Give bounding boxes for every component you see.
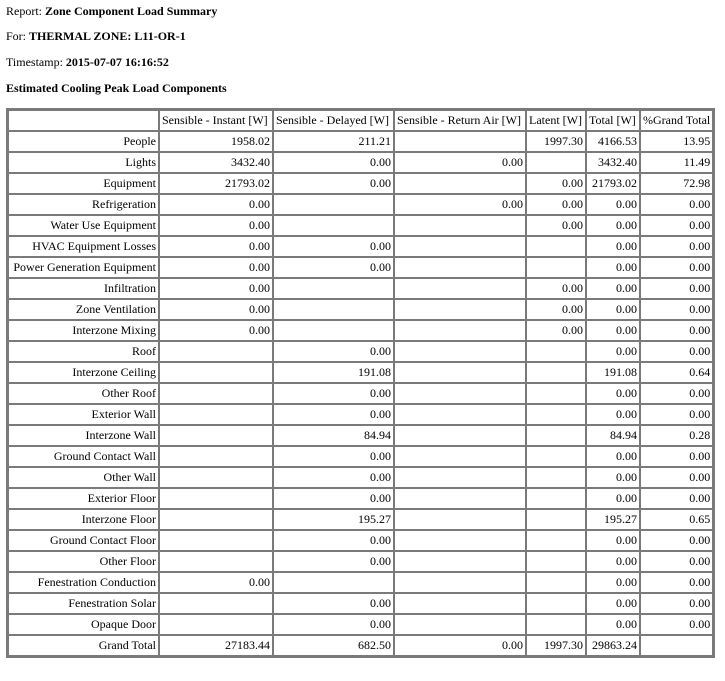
sensible-delayed-cell xyxy=(273,215,394,236)
table-header xyxy=(8,110,713,131)
latent-cell xyxy=(526,551,586,572)
sensible-delayed-cell xyxy=(273,572,394,593)
percent-grand-total-cell: 0.00 xyxy=(640,194,713,215)
percent-grand-total-cell: 0.00 xyxy=(640,446,713,467)
table-row xyxy=(8,593,713,614)
table-row xyxy=(8,131,713,152)
latent-cell xyxy=(526,236,586,257)
sensible-delayed-cell: 84.94 xyxy=(273,425,394,446)
table-row xyxy=(8,152,713,173)
total-cell: 3432.40 xyxy=(586,152,640,173)
sensible-instant-cell xyxy=(159,404,273,425)
row-label: Infiltration xyxy=(8,278,159,299)
table-row xyxy=(8,404,713,425)
sensible-delayed-cell xyxy=(273,320,394,341)
table-row xyxy=(8,467,713,488)
row-label: Opaque Door xyxy=(8,614,159,635)
table-row xyxy=(8,551,713,572)
sensible-instant-cell: 0.00 xyxy=(159,257,273,278)
sensible-instant-cell xyxy=(159,551,273,572)
row-label: Fenestration Solar xyxy=(8,593,159,614)
table-row xyxy=(8,530,713,551)
percent-grand-total-cell: 0.00 xyxy=(640,467,713,488)
total-cell: 0.00 xyxy=(586,299,640,320)
sensible-instant-cell xyxy=(159,614,273,635)
sensible-delayed-cell xyxy=(273,278,394,299)
sensible-instant-cell xyxy=(159,446,273,467)
sensible-instant-cell: 0.00 xyxy=(159,236,273,257)
sensible-delayed-cell: 191.08 xyxy=(273,362,394,383)
row-label: Other Roof xyxy=(8,383,159,404)
percent-grand-total-cell: 0.00 xyxy=(640,236,713,257)
total-cell: 84.94 xyxy=(586,425,640,446)
percent-grand-total-cell: 13.95 xyxy=(640,131,713,152)
sensible-return-air-header: Sensible - Return Air [W] xyxy=(394,110,526,131)
sensible-delayed-cell: 0.00 xyxy=(273,404,394,425)
percent-grand-total-cell: 0.00 xyxy=(640,341,713,362)
total-cell: 0.00 xyxy=(586,593,640,614)
percent-grand-total-cell xyxy=(640,635,713,656)
sensible-return-air-cell xyxy=(394,404,526,425)
row-label: Roof xyxy=(8,341,159,362)
sensible-delayed-cell: 0.00 xyxy=(273,614,394,635)
row-label: Ground Contact Wall xyxy=(8,446,159,467)
total-cell: 0.00 xyxy=(586,404,640,425)
total-cell: 0.00 xyxy=(586,236,640,257)
total-cell: 0.00 xyxy=(586,320,640,341)
total-header: Total [W] xyxy=(586,110,640,131)
table-row xyxy=(8,572,713,593)
report-name: Zone Component Load Summary xyxy=(45,4,218,18)
sensible-return-air-cell xyxy=(394,320,526,341)
table-row xyxy=(8,299,713,320)
sensible-instant-cell xyxy=(159,383,273,404)
latent-cell xyxy=(526,614,586,635)
sensible-return-air-cell xyxy=(394,215,526,236)
sensible-instant-cell: 0.00 xyxy=(159,194,273,215)
sensible-return-air-cell xyxy=(394,341,526,362)
table-row xyxy=(8,341,713,362)
percent-grand-total-cell: 0.65 xyxy=(640,509,713,530)
latent-cell xyxy=(526,467,586,488)
row-label: Equipment xyxy=(8,173,159,194)
percent-grand-total-cell: 0.00 xyxy=(640,320,713,341)
latent-cell xyxy=(526,593,586,614)
latent-cell xyxy=(526,446,586,467)
latent-cell: 0.00 xyxy=(526,278,586,299)
table-row xyxy=(8,236,713,257)
latent-cell xyxy=(526,257,586,278)
cooling-load-table xyxy=(6,108,715,658)
latent-cell: 1997.30 xyxy=(526,131,586,152)
row-label: Refrigeration xyxy=(8,194,159,215)
sensible-delayed-cell: 0.00 xyxy=(273,488,394,509)
sensible-instant-header: Sensible - Instant [W] xyxy=(159,110,273,131)
latent-cell: 0.00 xyxy=(526,173,586,194)
latent-cell: 0.00 xyxy=(526,299,586,320)
total-cell: 0.00 xyxy=(586,215,640,236)
sensible-delayed-cell: 682.50 xyxy=(273,635,394,656)
sensible-return-air-cell xyxy=(394,614,526,635)
total-cell: 0.00 xyxy=(586,488,640,509)
sensible-return-air-cell xyxy=(394,488,526,509)
sensible-instant-cell xyxy=(159,488,273,509)
percent-grand-total-cell: 0.00 xyxy=(640,551,713,572)
table-row xyxy=(8,446,713,467)
latent-cell xyxy=(526,425,586,446)
total-cell: 0.00 xyxy=(586,572,640,593)
sensible-return-air-cell xyxy=(394,509,526,530)
latent-cell: 0.00 xyxy=(526,215,586,236)
latent-cell xyxy=(526,530,586,551)
row-label: People xyxy=(8,131,159,152)
sensible-return-air-cell xyxy=(394,362,526,383)
row-label: Grand Total xyxy=(8,635,159,656)
percent-grand-total-cell: 0.00 xyxy=(640,278,713,299)
percent-grand-total-cell: 0.28 xyxy=(640,425,713,446)
table-row xyxy=(8,509,713,530)
sensible-instant-cell xyxy=(159,467,273,488)
sensible-instant-cell xyxy=(159,593,273,614)
sensible-instant-cell xyxy=(159,425,273,446)
latent-cell xyxy=(526,404,586,425)
table-row xyxy=(8,383,713,404)
total-cell: 0.00 xyxy=(586,530,640,551)
sensible-delayed-cell: 195.27 xyxy=(273,509,394,530)
percent-grand-total-cell: 0.00 xyxy=(640,572,713,593)
row-label: Lights xyxy=(8,152,159,173)
row-label: Interzone Wall xyxy=(8,425,159,446)
row-label-header xyxy=(8,110,159,131)
percent-grand-total-cell: 0.00 xyxy=(640,299,713,320)
sensible-return-air-cell xyxy=(394,572,526,593)
table-row xyxy=(8,215,713,236)
percent-grand-total-cell: 0.64 xyxy=(640,362,713,383)
total-cell: 0.00 xyxy=(586,341,640,362)
row-label: Fenestration Conduction xyxy=(8,572,159,593)
sensible-delayed-cell: 0.00 xyxy=(273,152,394,173)
sensible-instant-cell: 1958.02 xyxy=(159,131,273,152)
percent-grand-total-cell: 0.00 xyxy=(640,215,713,236)
sensible-instant-cell: 0.00 xyxy=(159,572,273,593)
sensible-return-air-cell xyxy=(394,131,526,152)
timestamp-line xyxy=(6,55,169,70)
percent-grand-total-cell: 0.00 xyxy=(640,383,713,404)
total-cell: 0.00 xyxy=(586,467,640,488)
row-label: Exterior Floor xyxy=(8,488,159,509)
sensible-delayed-cell: 0.00 xyxy=(273,446,394,467)
sensible-instant-cell xyxy=(159,362,273,383)
latent-cell xyxy=(526,341,586,362)
sensible-delayed-cell: 0.00 xyxy=(273,173,394,194)
total-cell: 0.00 xyxy=(586,614,640,635)
table-row xyxy=(8,614,713,635)
table-row xyxy=(8,173,713,194)
row-label: Interzone Floor xyxy=(8,509,159,530)
timestamp-value: 2015-07-07 16:16:52 xyxy=(65,55,169,69)
latent-cell xyxy=(526,572,586,593)
sensible-return-air-cell xyxy=(394,257,526,278)
latent-cell xyxy=(526,509,586,530)
sensible-instant-cell: 0.00 xyxy=(159,299,273,320)
table-row xyxy=(8,362,713,383)
row-label: Exterior Wall xyxy=(8,404,159,425)
for-label: For: xyxy=(6,29,27,43)
sensible-delayed-cell: 211.21 xyxy=(273,131,394,152)
report-label: Report: xyxy=(6,4,42,18)
latent-cell xyxy=(526,383,586,404)
row-label: Water Use Equipment xyxy=(8,215,159,236)
table-row xyxy=(8,257,713,278)
latent-cell xyxy=(526,488,586,509)
sensible-instant-cell: 0.00 xyxy=(159,278,273,299)
total-cell: 21793.02 xyxy=(586,173,640,194)
for-line xyxy=(6,29,186,44)
sensible-delayed-cell: 0.00 xyxy=(273,467,394,488)
table-row xyxy=(8,488,713,509)
sensible-return-air-cell xyxy=(394,467,526,488)
sensible-return-air-cell xyxy=(394,530,526,551)
sensible-return-air-cell xyxy=(394,446,526,467)
table-body xyxy=(8,131,713,656)
row-label: Interzone Ceiling xyxy=(8,362,159,383)
row-label: Interzone Mixing xyxy=(8,320,159,341)
sensible-return-air-cell xyxy=(394,299,526,320)
row-label: HVAC Equipment Losses xyxy=(8,236,159,257)
row-label: Power Generation Equipment xyxy=(8,257,159,278)
sensible-return-air-cell: 0.00 xyxy=(394,152,526,173)
sensible-return-air-cell xyxy=(394,593,526,614)
sensible-delayed-cell: 0.00 xyxy=(273,530,394,551)
percent-grand-total-cell: 72.98 xyxy=(640,173,713,194)
percent-grand-total-cell: 0.00 xyxy=(640,593,713,614)
report-line xyxy=(6,4,217,19)
total-cell: 195.27 xyxy=(586,509,640,530)
latent-cell: 1997.30 xyxy=(526,635,586,656)
sensible-return-air-cell: 0.00 xyxy=(394,194,526,215)
sensible-instant-cell xyxy=(159,530,273,551)
row-label: Ground Contact Floor xyxy=(8,530,159,551)
table-row xyxy=(8,278,713,299)
row-label: Other Wall xyxy=(8,467,159,488)
table-row xyxy=(8,194,713,215)
sensible-delayed-cell: 0.00 xyxy=(273,551,394,572)
total-cell: 0.00 xyxy=(586,278,640,299)
total-cell: 29863.24 xyxy=(586,635,640,656)
sensible-instant-cell: 21793.02 xyxy=(159,173,273,194)
sensible-return-air-cell xyxy=(394,278,526,299)
sensible-delayed-cell: 0.00 xyxy=(273,341,394,362)
latent-cell: 0.00 xyxy=(526,194,586,215)
sensible-delayed-cell: 0.00 xyxy=(273,593,394,614)
sensible-instant-cell xyxy=(159,341,273,362)
total-cell: 0.00 xyxy=(586,194,640,215)
sensible-instant-cell: 0.00 xyxy=(159,320,273,341)
total-cell: 0.00 xyxy=(586,446,640,467)
sensible-delayed-header: Sensible - Delayed [W] xyxy=(273,110,394,131)
total-cell: 0.00 xyxy=(586,551,640,572)
section-title: Estimated Cooling Peak Load Components xyxy=(6,81,227,95)
table-row xyxy=(8,425,713,446)
sensible-delayed-cell: 0.00 xyxy=(273,257,394,278)
row-label: Other Floor xyxy=(8,551,159,572)
sensible-delayed-cell: 0.00 xyxy=(273,236,394,257)
percent-grand-total-cell: 0.00 xyxy=(640,530,713,551)
latent-header: Latent [W] xyxy=(526,110,586,131)
sensible-delayed-cell: 0.00 xyxy=(273,383,394,404)
total-cell: 0.00 xyxy=(586,383,640,404)
sensible-delayed-cell xyxy=(273,299,394,320)
grand-total-row xyxy=(8,635,713,656)
sensible-delayed-cell xyxy=(273,194,394,215)
total-cell: 0.00 xyxy=(586,257,640,278)
sensible-instant-cell: 0.00 xyxy=(159,215,273,236)
sensible-return-air-cell xyxy=(394,173,526,194)
zone-name: THERMAL ZONE: L11-OR-1 xyxy=(29,29,186,43)
sensible-instant-cell: 27183.44 xyxy=(159,635,273,656)
sensible-return-air-cell xyxy=(394,236,526,257)
latent-cell: 0.00 xyxy=(526,320,586,341)
percent-grand-total-cell: 0.00 xyxy=(640,614,713,635)
sensible-instant-cell xyxy=(159,509,273,530)
total-cell: 191.08 xyxy=(586,362,640,383)
percent-grand-total-cell: 0.00 xyxy=(640,488,713,509)
sensible-return-air-cell: 0.00 xyxy=(394,635,526,656)
percent-grand-total-header: %Grand Total xyxy=(640,110,713,131)
row-label: Zone Ventilation xyxy=(8,299,159,320)
percent-grand-total-cell: 0.00 xyxy=(640,257,713,278)
total-cell: 4166.53 xyxy=(586,131,640,152)
sensible-return-air-cell xyxy=(394,425,526,446)
latent-cell xyxy=(526,362,586,383)
header-row xyxy=(8,110,713,131)
percent-grand-total-cell: 0.00 xyxy=(640,404,713,425)
sensible-instant-cell: 3432.40 xyxy=(159,152,273,173)
sensible-return-air-cell xyxy=(394,383,526,404)
percent-grand-total-cell: 11.49 xyxy=(640,152,713,173)
timestamp-label: Timestamp: xyxy=(6,55,63,69)
latent-cell xyxy=(526,152,586,173)
sensible-return-air-cell xyxy=(394,551,526,572)
table-row xyxy=(8,320,713,341)
